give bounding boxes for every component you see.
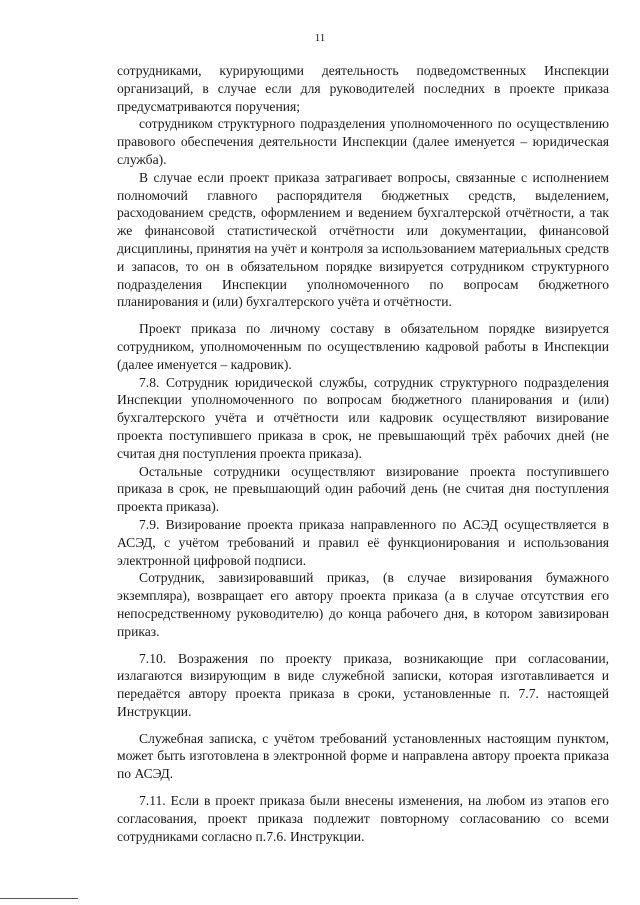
footer-rule [0,898,78,899]
paragraph-7-8: 7.8. Сотрудник юридической службы, сотрудник структурного подразделения Инспекции уполномоченного по вопросам бюджетного планирования и (или) бухгалтерского учёта и отчётности или кадровик осуществляют визирование проекта поступившего приказа в срок, не превышающий трёх рабочих дней (не считая дня поступления проекта приказа). [117,374,609,461]
paragraph-memo: Служебная записка, с учётом требований установленных настоящим пунктом, может быть изготовлена в электронной форме и направлена автору проекта приказа по АСЭД. [117,730,609,782]
paragraph-curators: сотрудниками, курирующими деятельность подведомственных Инспекции организаций, в случае если для руководителей последних в проекте приказа предусматриваются поручения; [117,63,609,114]
paragraph-personnel-orders: Проект приказа по личному составу в обязательном порядке визируется сотрудником, уполномоченным по осуществлению кадровой работы в Инспекции (далее именуется – кадровик). [117,321,609,372]
page-number: 11 [314,32,326,44]
paragraph-7-10: 7.10. Возражения по проекту приказа, возникающие при согласовании, излагаются визирующим в виде служебной записки, которая изготавливается и передаётся автору проекта приказа в сроки, установленные п. 7.7. настоящей Инструкции. [117,650,609,719]
paragraph-other-staff: Остальные сотрудники осуществляют визирование проекта поступившего приказа в срок, не превышающий один рабочий день (не считая дня поступления проекта приказа). [117,463,609,515]
paragraph-7-11: 7.11. Если в проект приказа были внесены изменения, на любом из этапов его согласования, проект приказа подлежит повторному согласованию со всеми сотрудниками согласно п.7.6. Инструкции. [117,793,609,844]
paragraph-7-9: 7.9. Визирование проекта приказа направленного по АСЭД осуществляется в АСЭД, с учётом требований и правил её функционирования и использования электронной цифровой подписи. [117,516,609,568]
document-body [117,62,609,845]
paragraph-legal-service: сотрудником структурного подразделения уполномоченного по осуществлению правового обеспечения деятельности Инспекции (далее именуется – юридическая служба). [117,116,609,167]
paragraph-budget-matters: В случае если проект приказа затрагивает вопросы, связанные с исполнением полномочий главного распорядителя бюджетных средств, выделением, расходованием средств, оформлением и ведением бухгалтерской отчётности, а так же финансовой статистической отчётности или документации, финансовой дисциплины, принятия на учёт и контроля за использованием материальных средств и запасов, то он в обязательном порядке визируется сотрудником структурного подразделения Инспекции уполномоченного по вопросам бюджетного планирования и (или) бухгалтерского учёта и отчётности. [117,169,609,310]
paragraph-return-order: Сотрудник, завизировавший приказ, (в случае визирования бумажного экземпляра), возвращает его автору проекта приказа (а в случае отсутствия его непосредственному руководителю) до конца рабочего дня, в котором завизирован приказ. [117,570,609,639]
